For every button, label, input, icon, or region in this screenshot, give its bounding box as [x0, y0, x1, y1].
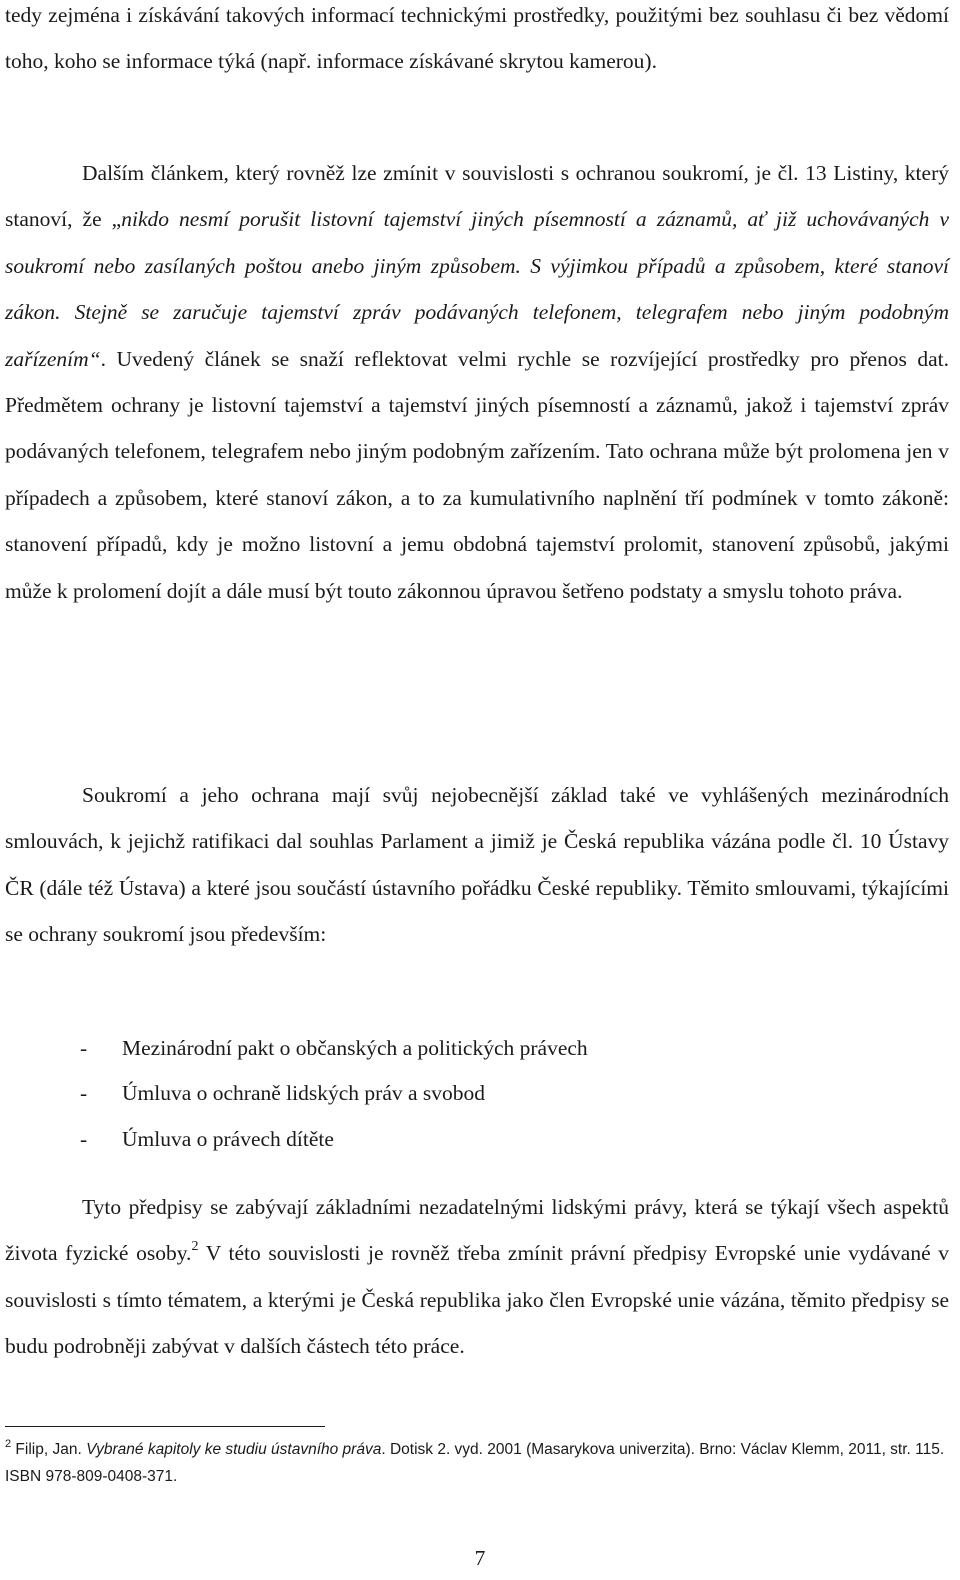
paragraph-2-intro: Dalším článkem, který rovněž lze zmínit v souvislosti s ochranou soukromí, je čl. 13 Listiny, který stanoví, že „: [5, 161, 949, 232]
footnote-details: . Dotisk 2. vyd. 2001 (Masarykova univerzita). Brno: Václav Klemm, 2011, str. 115. ISBN 978-809-0408-371.: [5, 1441, 945, 1485]
list-dash: -: [80, 1036, 88, 1060]
list-item-text: Mezinárodní pakt o občanských a politických právech: [122, 1036, 588, 1060]
footnote-separator: [5, 1426, 325, 1427]
footnote-author: Filip, Jan.: [11, 1441, 87, 1458]
paragraph-2: [5, 150, 949, 614]
paragraph-4-text-after: V této souvislosti je rovněž třeba zmínit právní předpisy Evropské unie vydávané v souvislosti s tímto tématem, a kterými je Česká republika jako člen Evropské unie vázána, těmito předpisy se budu podrobněji zabývat v dalších částech této práce.: [5, 1241, 950, 1359]
paragraph-3-text: Soukromí a jeho ochrana mají svůj nejobecnější základ také ve vyhlášených mezinárodních smlouvách, k jejichž ratifikaci dal souhlas Parlament a jimiž je Česká republika vázána podle čl. 10 Ústavy ČR (dále též Ústava) a které jsou součástí ústavního pořádku České republiky. Těmito smlouvami, týkajícími se ochrany soukromí jsou především:: [5, 783, 949, 947]
list-item: [80, 1079, 485, 1107]
list-item-text: Úmluva o ochraně lidských práv a svobod: [122, 1081, 486, 1105]
paragraph-4: [5, 1184, 949, 1370]
footnote-title: Vybrané kapitoly ke studiu ústavního práva: [86, 1441, 382, 1458]
paragraph-4-text-before: Tyto předpisy se zabývají základními nezadatelnými lidskými právy, která se týkají všech aspektů života fyzické osoby.: [5, 1195, 949, 1266]
footnote-number: 2: [5, 1438, 12, 1450]
paragraph-1: [5, 0, 949, 85]
list-dash: -: [80, 1127, 88, 1151]
footnote-reference[interactable]: 2: [191, 1239, 199, 1255]
article-13-quote: nikdo nesmí porušit listovní tajemství jiných písemností a záznamů, ať již uchovávaných v soukromí nebo zasílaných poštou anebo jiným způsobem. S výjimkou případů a způsobem, které stanoví zákon. Stejně se zaručuje tajemství zpráv podávaných telefonem, telegrafem nebo jiným podobným zařízením“: [5, 207, 949, 371]
page-number: 7: [474, 1546, 486, 1570]
list-item: [80, 1125, 334, 1153]
paragraph-3: [5, 772, 949, 958]
list-item: [80, 1034, 588, 1062]
paragraph-2-rest: . Uvedený článek se snaží reflektovat velmi rychle se rozvíjející prostředky pro přenos dat. Předmětem ochrany je listovní tajemství a tajemství jiných písemností a záznamů, jakož i tajemství zpráv podávaných telefonem, telegrafem nebo jiným podobným zařízením. Tato ochrana může být prolomena jen v případech a způsobem, které stanoví zákon, a to za kumulativního naplnění tří podmínek v tomto zákoně: stanovení případů, kdy je možno listovní a jemu obdobná tajemství prolomit, stanovení způsobů, jakými může k prolomení dojít a dále musí být touto zákonnou úpravou šetřeno podstaty a smyslu tohoto práva.: [5, 346, 949, 603]
footnote: [5, 1436, 949, 1490]
list-item-text: Úmluva o právech dítěte: [122, 1127, 334, 1151]
paragraph-1-text: tedy zejména i získávání takových informací technickými prostředky, použitými bez souhlasu či bez vědomí toho, koho se informace týká (např. informace získávané skrytou kamerou).: [5, 3, 949, 74]
list-dash: -: [80, 1081, 88, 1105]
